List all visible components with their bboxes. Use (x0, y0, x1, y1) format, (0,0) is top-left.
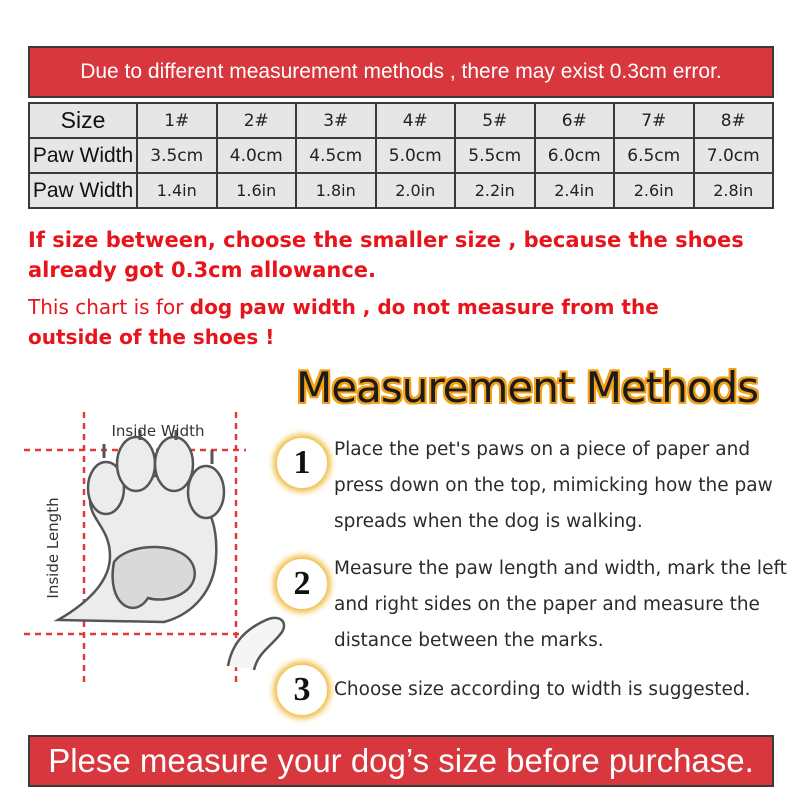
step-2-badge: 2 (276, 558, 328, 610)
row-label: Paw Width (29, 173, 137, 208)
size-table (28, 102, 774, 209)
top-error-banner: Due to different measurement methods , there may exist 0.3cm error. (28, 46, 774, 98)
measurement-methods-title: Measurement Methods (296, 363, 759, 412)
row-label: Paw Width (29, 138, 137, 173)
table-cell: 5.0cm (376, 138, 456, 173)
table-row (29, 103, 773, 138)
paw-width-note (28, 292, 748, 352)
table-cell: 1# (137, 103, 217, 138)
table-cell: 2.0in (376, 173, 456, 208)
table-cell: 6.0cm (535, 138, 615, 173)
table-cell: 2# (217, 103, 297, 138)
table-cell: 7.0cm (694, 138, 774, 173)
table-cell: 8# (694, 103, 774, 138)
table-row (29, 173, 773, 208)
table-cell: 1.4in (137, 173, 217, 208)
table-cell: 1.6in (217, 173, 297, 208)
size-between-note: If size between, choose the smaller size , because the shoes already got 0.3cm allowance. (28, 228, 744, 282)
table-cell: 2.2in (455, 173, 535, 208)
table-cell: 3# (296, 103, 376, 138)
row-label: Size (29, 103, 137, 138)
step-1-text: Place the pet's paws on a piece of paper and press down on the top, mimicking how the paw spreads when the dog is walking. (334, 439, 773, 532)
table-cell: 3.5cm (137, 138, 217, 173)
table-cell: 4.0cm (217, 138, 297, 173)
table-cell: 5# (455, 103, 535, 138)
inside-length-label: Inside Length (44, 497, 62, 599)
table-cell: 1.8in (296, 173, 376, 208)
table-cell: 2.4in (535, 173, 615, 208)
paw-outline-icon (58, 437, 224, 622)
paw-width-note-lead: This chart is for (28, 295, 190, 319)
step-3-badge: 3 (276, 664, 328, 716)
table-cell: 6# (535, 103, 615, 138)
step-1-badge: 1 (276, 437, 328, 489)
table-cell: 4# (376, 103, 456, 138)
table-cell: 6.5cm (614, 138, 694, 173)
table-cell: 4.5cm (296, 138, 376, 173)
table-cell: 5.5cm (455, 138, 535, 173)
table-cell: 7# (614, 103, 694, 138)
inside-width-label: Inside Width (111, 422, 205, 440)
paw-measurement-diagram (18, 408, 288, 688)
table-cell: 2.6in (614, 173, 694, 208)
table-cell: 2.8in (694, 173, 774, 208)
step-2-text: Measure the paw length and width, mark the left and right sides on the paper and measure the distance between the marks. (334, 558, 787, 651)
bottom-purchase-banner: Plese measure your dog’s size before purchase. (28, 735, 774, 787)
table-row (29, 138, 773, 173)
paw-width-note-emphasis: dog paw width , do not measure from the outside of the shoes ! (28, 295, 659, 349)
step-3-text: Choose size according to width is suggested. (334, 679, 751, 700)
